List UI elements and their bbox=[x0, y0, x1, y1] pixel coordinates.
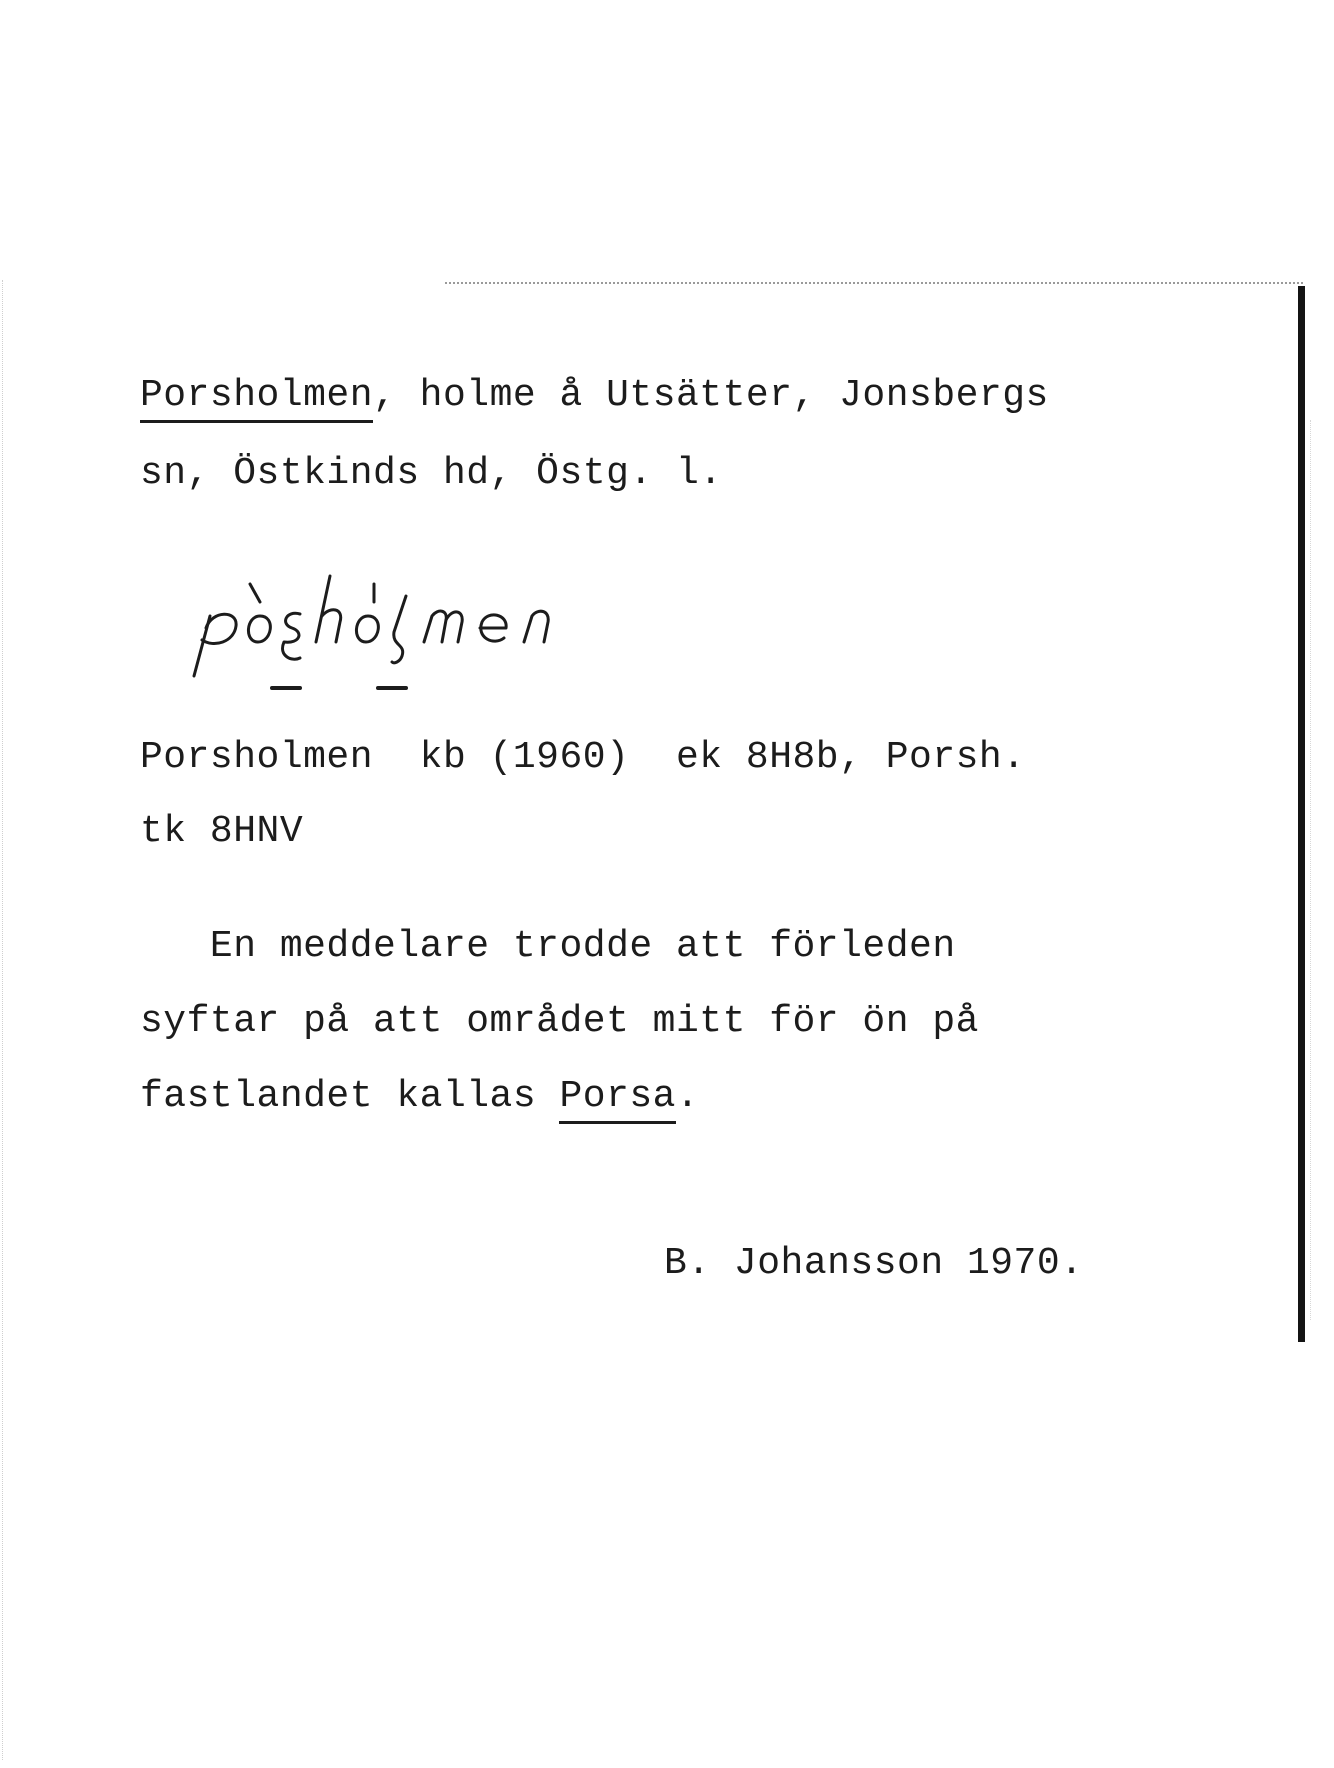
headword: Porsholmen bbox=[140, 374, 373, 423]
phonetic-handwriting bbox=[188, 566, 628, 706]
source-line-2: tk 8HNV bbox=[140, 810, 304, 853]
entry-line-1 bbox=[140, 374, 1049, 417]
scan-edge-speckles bbox=[2, 280, 9, 1760]
note-line-3-start: fastlandet kallas bbox=[140, 1075, 560, 1118]
source-line-1: Porsholmen kb (1960) ek 8H8b, Porsh. bbox=[140, 736, 1026, 779]
card-top-edge bbox=[445, 282, 1303, 284]
note-line-2: syftar på att området mitt för ön på bbox=[140, 1000, 979, 1043]
note-line-3-end: . bbox=[676, 1075, 700, 1118]
entry-line-1-rest: , holme å Utsätter, Jonsbergs bbox=[373, 374, 1049, 417]
note-line-3 bbox=[140, 1075, 699, 1118]
scan-right-speckles bbox=[1310, 420, 1315, 1320]
signature: B. Johansson 1970. bbox=[664, 1242, 1084, 1285]
note-line-1: En meddelare trodde att förleden bbox=[140, 925, 956, 968]
porsa-word: Porsa bbox=[559, 1075, 676, 1124]
entry-line-2: sn, Östkinds hd, Östg. l. bbox=[140, 452, 723, 495]
handwritten-phonetic-transcription bbox=[188, 566, 628, 706]
card-right-edge bbox=[1298, 286, 1305, 1342]
